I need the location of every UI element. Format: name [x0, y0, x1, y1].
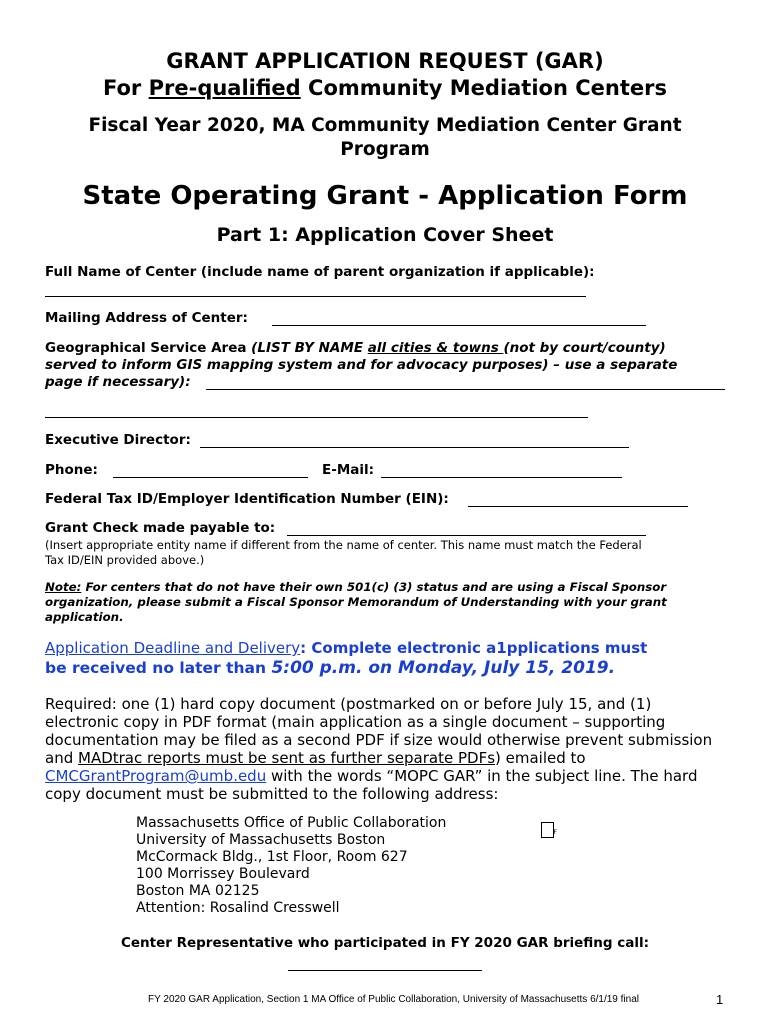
footer-text: FY 2020 GAR Application, Section 1 MA Office of Public Collaboration, University of Massachusetts 6/1/19 final: [148, 994, 639, 1005]
required-line4-a: and: [45, 749, 78, 767]
geo-colon: :: [185, 374, 191, 390]
check-note-line2: Tax ID/EIN provided above.): [45, 553, 205, 567]
full-name-label: Full Name of Center (include name of parent organization if applicable):: [45, 264, 595, 280]
required-line5: [45, 767, 697, 785]
fiscal-line2: Program: [340, 139, 430, 160]
check-label: Grant Check made payable to:: [45, 520, 276, 536]
briefing-line[interactable]: [288, 958, 482, 971]
exec-label: Executive Director:: [45, 432, 191, 448]
geo-line3-text: page if necessary): [45, 374, 186, 390]
phone-line[interactable]: [113, 465, 308, 478]
form-title: State Operating Grant - Application Form: [82, 181, 688, 211]
deadline-line2: [45, 658, 615, 678]
address-line: 100 Morrissey Boulevard: [136, 866, 310, 882]
fiscal-line1: Fiscal Year 2020, MA Community Mediation Center Grant: [88, 115, 682, 136]
required-line6: copy document must be submitted to the following address:: [45, 785, 499, 803]
geo-italic-b: (not by court/county): [503, 340, 666, 356]
required-line5-rest: with the words “MOPC GAR” in the subject line. The hard: [266, 767, 698, 785]
deadline-underlined: Application Deadline and Delivery: [45, 639, 301, 657]
check-line[interactable]: [287, 523, 646, 536]
geo-line2: served to inform GIS mapping system and for advocacy purposes) – use a separate: [45, 357, 678, 373]
note-line2: organization, please submit a Fiscal Sponsor Memorandum of Understanding with your grant: [45, 595, 667, 609]
deadline-line1: [45, 638, 647, 658]
document-icon-letter: F: [553, 829, 557, 836]
title-line2-suffix: Community Mediation Centers: [300, 76, 667, 100]
deadline-line2-b: 5:00 p.m. on Monday, July 15, 2019.: [271, 658, 616, 678]
exec-line[interactable]: [200, 435, 629, 448]
required-line4: [45, 749, 586, 767]
note-line1: [45, 580, 666, 596]
required-line4-b: ) emailed to: [495, 749, 586, 767]
title-line2: [0, 75, 770, 101]
email-line[interactable]: [381, 465, 622, 478]
address-line: Massachusetts Office of Public Collaboration: [136, 815, 447, 831]
briefing-label: Center Representative who participated in FY 2020 GAR briefing call:: [120, 935, 650, 951]
check-note-line1: (Insert appropriate entity name if different from the name of center. This name must match the Federal: [45, 538, 642, 552]
mailing-label: Mailing Address of Center:: [45, 310, 248, 326]
note-line3: application.: [45, 610, 124, 624]
geo-line-field1[interactable]: [206, 377, 725, 390]
document-icon: [541, 822, 557, 838]
part-title: Part 1: Application Cover Sheet: [216, 224, 554, 246]
email-link[interactable]: CMCGrantProgram@umb.edu: [45, 767, 267, 785]
email-label: E-Mail:: [322, 462, 375, 478]
address-line: Boston MA 02125: [136, 883, 260, 899]
title-line1: GRANT APPLICATION REQUEST (GAR): [166, 49, 604, 73]
ein-label: Federal Tax ID/Employer Identification Number (EIN):: [45, 491, 449, 507]
note-prefix: Note:: [45, 580, 82, 594]
mailing-line[interactable]: [272, 313, 646, 326]
ein-line[interactable]: [468, 494, 688, 507]
title-line2-underlined: Pre-qualified: [148, 76, 301, 100]
title-line2-prefix: For: [103, 76, 149, 100]
deadline-rest: : Complete electronic a1pplications must: [300, 639, 648, 657]
required-line3: documentation may be filed as a second PDF if size would otherwise prevent submission: [45, 731, 713, 749]
geo-line1: [45, 340, 666, 356]
address-line: Attention: Rosalind Cresswell: [136, 900, 340, 916]
address-line: McCormack Bldg., 1st Floor, Room 627: [136, 849, 408, 865]
geo-italic-underlined: all cities & towns: [367, 340, 504, 356]
address-block: [136, 815, 446, 917]
required-line2: electronic copy in PDF format (main application as a single document – supporting: [45, 713, 666, 731]
geo-label: Geographical Service Area: [45, 340, 247, 356]
phone-label: Phone:: [45, 462, 98, 478]
page-number: 1: [716, 992, 724, 1007]
geo-italic-a: (LIST BY NAME: [246, 340, 368, 356]
deadline-line2-a: be received no later than: [45, 659, 272, 677]
required-line4-underlined: MADtrac reports must be sent as further separate PDFs: [78, 749, 496, 767]
required-line1: Required: one (1) hard copy document (postmarked on or before July 15, and (1): [45, 695, 652, 713]
geo-line-field2[interactable]: [45, 405, 588, 418]
note-line1-text: For centers that do not have their own 501(c) (3) status and are using a Fiscal Sponsor: [81, 580, 667, 594]
address-line: University of Massachusetts Boston: [136, 832, 386, 848]
full-name-line[interactable]: [45, 284, 586, 297]
geo-line3: [45, 374, 191, 390]
